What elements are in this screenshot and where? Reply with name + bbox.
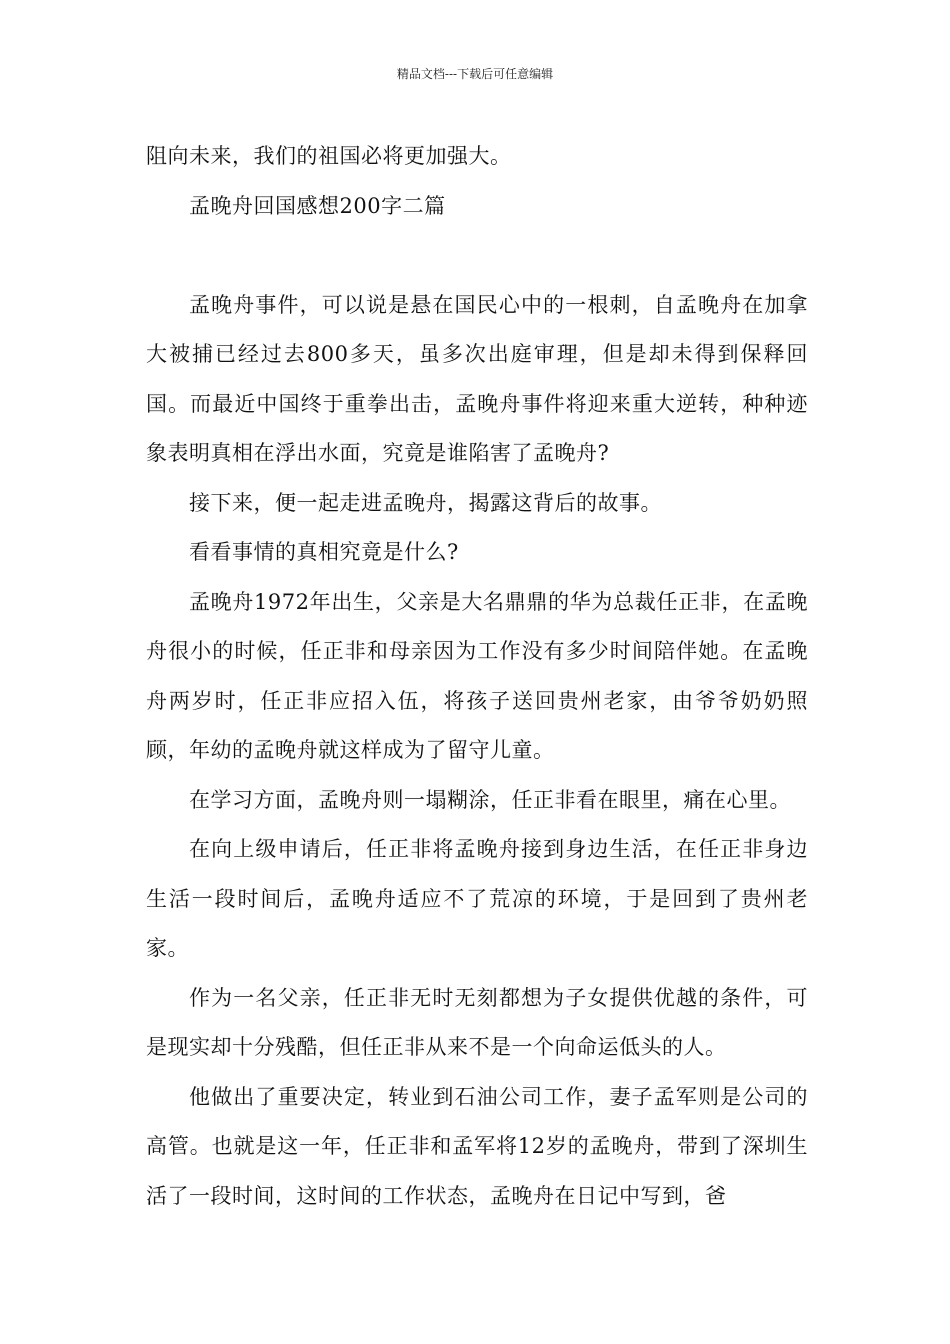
paragraph-continuation: 阻向未来，我们的祖国必将更加强大。 <box>146 144 512 168</box>
paragraph: 他做出了重要决定，转业到石油公司工作，妻子孟军则是公司的高管。也就是这一年，任正非和孟军将12岁的孟晚舟，带到了深圳生活了一段时间，这时间的工作状态，孟晚舟在日记中写到，爸 <box>146 1084 808 1208</box>
paragraph: 接下来，便一起走进孟晚舟，揭露这背后的故事。 <box>189 490 662 515</box>
paragraph: 在向上级申请后，任正非将孟晚舟接到身边生活，在任正非身边生活一段时间后，孟晚舟适应不了荒凉的环境，于是回到了贵州老家。 <box>146 837 808 960</box>
paragraph: 孟晚舟1972年出生，父亲是大名鼎鼎的华为总裁任正非，在孟晚舟很小的时候，任正非和母亲因为工作没有多少时间陪伴她。在孟晚舟两岁时，任正非应招入伍，将孩子送回贵州老家，由爷爷奶奶照顾，年幼的孟晚舟就这样成为了留守儿童。 <box>146 589 808 762</box>
document-body <box>146 132 808 1221</box>
blank-line <box>146 231 808 281</box>
page-header: 精品文档---下载后可任意编辑 <box>396 67 554 81</box>
paragraph: 看看事情的真相究竟是什么? <box>189 540 459 564</box>
paragraph: 孟晚舟事件，可以说是悬在国民心中的一根刺，自孟晚舟在加拿大被捕已经过去800多天，虽多次出庭审理，但是却未得到保释回国。而最近中国终于重拳出击，孟晚舟事件将迎来重大逆转，种种迹象表明真相在浮出水面，究竟是谁陷害了孟晚舟? <box>146 292 808 465</box>
section-title: 孟晚舟回国感想200字二篇 <box>189 193 446 218</box>
paragraph: 在学习方面，孟晚舟则一塌糊涂，任正非看在眼里，痛在心里。 <box>189 787 791 812</box>
paragraph: 作为一名父亲，任正非无时无刻都想为子女提供优越的条件，可是现实却十分残酷，但任正非从来不是一个向命运低头的人。 <box>146 985 808 1059</box>
